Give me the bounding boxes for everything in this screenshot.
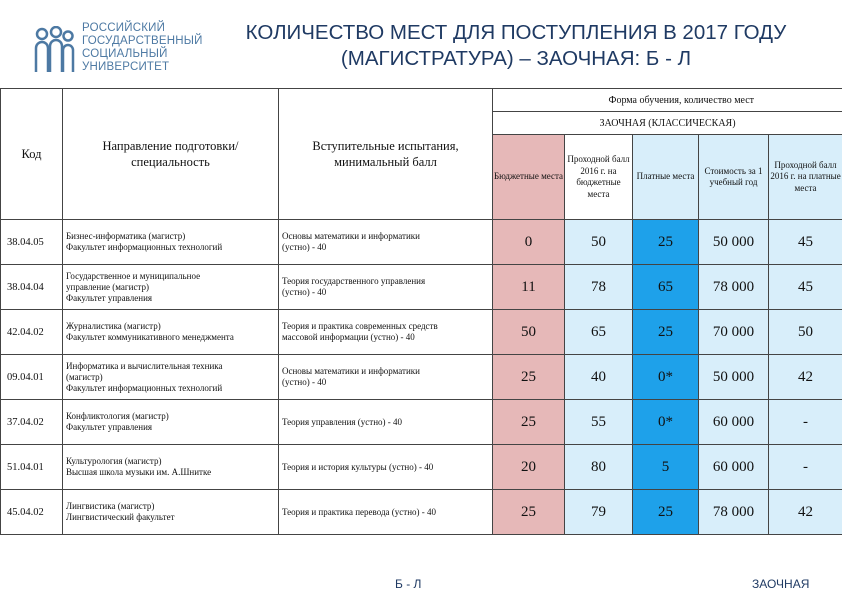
- header-direction: [63, 89, 279, 220]
- exam-line: Теория и практика современных средств: [282, 321, 438, 331]
- direction-line: Государственное и муниципальное: [66, 270, 201, 281]
- direction-line: Культурология (магистр): [66, 456, 162, 466]
- header-form: Форма обучения, количество мест: [493, 89, 842, 112]
- exam-line: Теория управления (устно) - 40: [282, 416, 403, 427]
- cell-pass-budget: 65: [565, 310, 633, 355]
- direction-line: Конфликтология (магистр): [66, 411, 169, 421]
- cell-pass-paid: 45: [769, 265, 842, 310]
- cell-exam: [279, 445, 493, 490]
- cell-exam: [279, 265, 493, 310]
- cell-pass-paid: -: [769, 400, 842, 445]
- cell-budget: 11: [493, 265, 565, 310]
- cell-code: 45.04.02: [1, 490, 63, 535]
- cell-direction: [63, 310, 279, 355]
- logo-line: УНИВЕРСИТЕТ: [82, 61, 170, 73]
- title-line-2: (МАГИСТРАТУРА) – ЗАОЧНАЯ: Б - Л: [340, 47, 692, 70]
- direction-line: Лингвистика (магистр): [66, 501, 155, 511]
- cell-code: 51.04.01: [1, 445, 63, 490]
- direction-line: Факультет управления: [66, 292, 153, 303]
- cell-budget: 25: [493, 400, 565, 445]
- table-row: [1, 490, 842, 535]
- exam-line: Основы математики и информатики: [282, 366, 420, 376]
- exam-line: (устно) - 40: [282, 377, 327, 387]
- logo-line: ГОСУДАРСТВЕННЫЙ: [82, 35, 203, 47]
- cell-pass-budget: 78: [565, 265, 633, 310]
- direction-line: Высшая школа музыки им. А.Шнитке: [66, 467, 212, 477]
- cell-paid: 0*: [633, 400, 699, 445]
- table-row: [1, 265, 842, 310]
- cell-direction: [63, 355, 279, 400]
- cell-cost: 60 000: [699, 445, 769, 490]
- cell-budget: 0: [493, 220, 565, 265]
- exam-line: Основы математики и информатики: [282, 231, 420, 241]
- title-line-1: КОЛИЧЕСТВО МЕСТ ДЛЯ ПОСТУПЛЕНИЯ В 2017 ГОДУ: [245, 21, 787, 44]
- cell-budget: 25: [493, 490, 565, 535]
- cell-code: 38.04.04: [1, 265, 63, 310]
- cell-cost: 60 000: [699, 400, 769, 445]
- cell-exam: [279, 490, 493, 535]
- exam-line: Теория и практика перевода (устно) - 40: [282, 506, 437, 517]
- logo-text: [82, 22, 203, 74]
- cell-budget: 25: [493, 355, 565, 400]
- logo-line: РОССИЙСКИЙ: [82, 22, 166, 34]
- cell-direction: [63, 265, 279, 310]
- header-pass-budget: Проходной балл 2016 г. на бюджетные места: [565, 135, 633, 220]
- cell-budget: 20: [493, 445, 565, 490]
- cell-paid: 25: [633, 220, 699, 265]
- direction-line: Информатика и вычислительная техника: [66, 360, 223, 371]
- cell-paid: 0*: [633, 355, 699, 400]
- cell-exam: [279, 355, 493, 400]
- cell-budget: 50: [493, 310, 565, 355]
- cell-pass-paid: 45: [769, 220, 842, 265]
- direction-line: (магистр): [66, 371, 103, 382]
- cell-pass-paid: -: [769, 445, 842, 490]
- cell-code: 42.04.02: [1, 310, 63, 355]
- header-cost: Стоимость за 1 учебный год: [699, 135, 769, 220]
- header-exams-text: Вступительные испытания, минимальный балл: [312, 139, 459, 169]
- direction-line: Бизнес-информатика (магистр): [66, 231, 186, 241]
- cell-paid: 65: [633, 265, 699, 310]
- cell-cost: 78 000: [699, 265, 769, 310]
- exam-line: (устно) - 40: [282, 287, 327, 297]
- direction-line: управление (магистр): [66, 281, 149, 292]
- cell-pass-budget: 40: [565, 355, 633, 400]
- table-row: [1, 310, 842, 355]
- cell-paid: 5: [633, 445, 699, 490]
- direction-line: Лингвистический факультет: [66, 512, 175, 522]
- cell-pass-budget: 55: [565, 400, 633, 445]
- cell-direction: [63, 490, 279, 535]
- cell-code: 37.04.02: [1, 400, 63, 445]
- direction-line: Факультет коммуникативного менеджмента: [66, 332, 234, 342]
- table-row: [1, 445, 842, 490]
- cell-pass-paid: 42: [769, 355, 842, 400]
- university-logo: [32, 20, 202, 80]
- direction-line: Факультет управления: [66, 422, 153, 432]
- cell-code: 09.04.01: [1, 355, 63, 400]
- table-row: [1, 355, 842, 400]
- table-row: [1, 400, 842, 445]
- cell-direction: [63, 400, 279, 445]
- exam-line: (устно) - 40: [282, 242, 327, 252]
- header-budget: Бюджетные места: [493, 135, 565, 220]
- direction-line: Журналистика (магистр): [66, 321, 161, 331]
- page-title: [196, 20, 836, 72]
- cell-pass-paid: 42: [769, 490, 842, 535]
- cell-pass-budget: 50: [565, 220, 633, 265]
- cell-paid: 25: [633, 310, 699, 355]
- cell-paid: 25: [633, 490, 699, 535]
- cell-exam: [279, 310, 493, 355]
- cell-direction: [63, 220, 279, 265]
- cell-cost: 50 000: [699, 355, 769, 400]
- direction-line: Факультет информационных технологий: [66, 382, 223, 393]
- header-form-sub: ЗАОЧНАЯ (КЛАССИЧЕСКАЯ): [493, 112, 842, 135]
- exam-line: Теория и история культуры (устно) - 40: [282, 461, 434, 472]
- cell-pass-paid: 50: [769, 310, 842, 355]
- header-paid: Платные места: [633, 135, 699, 220]
- cell-cost: 70 000: [699, 310, 769, 355]
- logo-line: СОЦИАЛЬНЫЙ: [82, 48, 168, 60]
- table-row: [1, 220, 842, 265]
- exam-line: массовой информации (устно) - 40: [282, 332, 415, 342]
- header-code: Код: [1, 89, 63, 220]
- cell-pass-budget: 80: [565, 445, 633, 490]
- people-logo-icon: [32, 26, 76, 74]
- admission-table: [0, 88, 842, 535]
- cell-code: 38.04.05: [1, 220, 63, 265]
- cell-exam: [279, 400, 493, 445]
- footer-form: ЗАОЧНАЯ: [752, 577, 810, 591]
- header-exams: [279, 89, 493, 220]
- cell-cost: 78 000: [699, 490, 769, 535]
- header-direction-text: Направление подготовки/ специальность: [102, 139, 239, 169]
- direction-line: Факультет информационных технологий: [66, 242, 223, 252]
- cell-exam: [279, 220, 493, 265]
- cell-cost: 50 000: [699, 220, 769, 265]
- cell-direction: [63, 445, 279, 490]
- exam-line: Теория государственного управления: [282, 276, 426, 286]
- header-pass-paid: Проходной балл 2016 г. на платные места: [769, 135, 842, 220]
- cell-pass-budget: 79: [565, 490, 633, 535]
- footer-range: Б - Л: [395, 577, 422, 591]
